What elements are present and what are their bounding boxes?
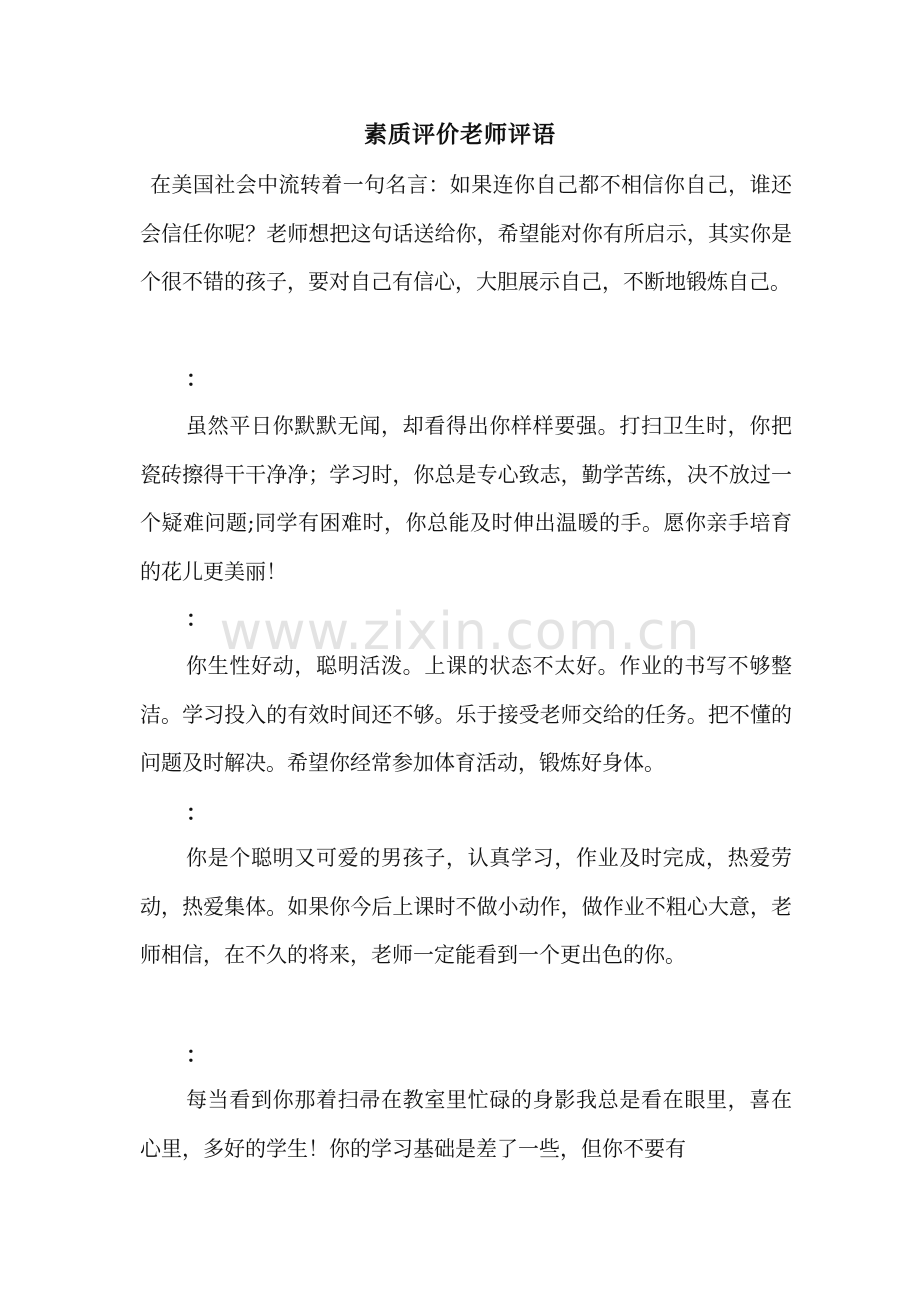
section-separator-3: ： — [186, 606, 207, 631]
comment-paragraph-1: 在美国社会中流转着一句名言：如果连你自己都不相信你自己，谁还会信任你呢？老师想把这句话送给你，希望能对你有所启示，其实你是个很不错的孩子，要对自己有信心，大胆展示自己，不断地锻炼自己。 — [140, 173, 792, 295]
page-title: 素质评价老师评语 — [364, 121, 556, 148]
comment-paragraph-4: 你是个聪明又可爱的男孩子，认真学习，作业及时完成，热爱劳动，热爱集体。如果你今后上课时不做小动作，做作业不粗心大意，老师相信，在不久的将来，老师一定能看到一个更出色的你。 — [140, 846, 792, 968]
comment-paragraph-3: 你生性好动，聪明活泼。上课的状态不太好。作业的书写不够整洁。学习投入的有效时间还不够。乐于接受老师交给的任务。把不懂的问题及时解决。希望你经常参加体育活动，锻炼好身体。 — [140, 654, 792, 776]
comment-paragraph-5: 每当看到你那着扫帚在教室里忙碌的身影我总是看在眼里，喜在心里，多好的学生！你的学习基础是差了一些，但你不要有 — [140, 1088, 792, 1161]
section-separator-2: ： — [186, 366, 207, 391]
comment-paragraph-2: 虽然平日你默默无闻，却看得出你样样要强。打扫卫生时，你把瓷砖擦得干干净净；学习时，你总是专心致志，勤学苦练，决不放过一个疑难问题;同学有困难时，你总能及时伸出温暖的手。愿你亲手培育的花儿更美丽！ — [140, 414, 792, 584]
watermark: www.zixin.com.cn — [219, 602, 701, 662]
section-separator-5: ： — [186, 1042, 207, 1067]
section-separator-4: ： — [186, 800, 207, 825]
